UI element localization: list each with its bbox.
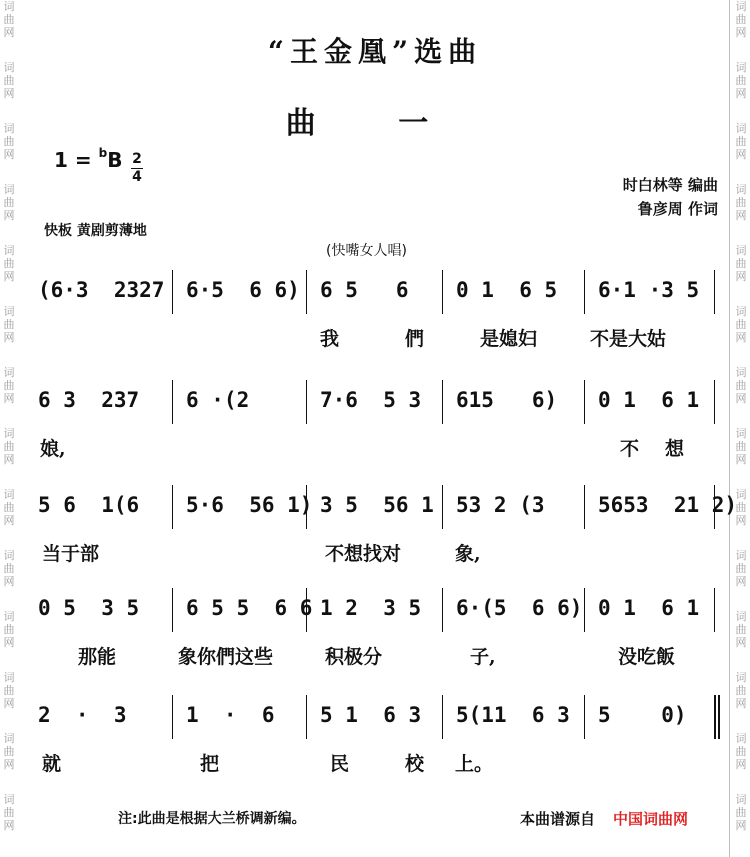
watermark-text: 词曲网 xyxy=(735,305,747,344)
barline xyxy=(714,380,715,424)
barline xyxy=(714,695,716,739)
score-row xyxy=(0,695,750,805)
measure-notes: 6 3 237 xyxy=(38,388,140,412)
measure-notes: 6·1 ·3 5 xyxy=(598,278,700,302)
footnote: 注:此曲是根据大兰桥调新编。 xyxy=(118,811,306,827)
watermark-text: 词曲网 xyxy=(3,427,15,466)
lyric-text: 不想找对 xyxy=(325,543,402,565)
measure-notes: (6·3 2327 xyxy=(38,278,165,302)
measure-notes: 615 6) xyxy=(456,388,558,412)
notes-line xyxy=(0,485,750,529)
watermark-text: 词曲网 xyxy=(3,488,15,527)
watermark-text: 词曲网 xyxy=(3,61,15,100)
barline xyxy=(172,380,173,424)
measure-notes: 5 6 1(6 xyxy=(38,493,140,517)
barline xyxy=(714,270,715,314)
final-barline xyxy=(718,695,720,739)
watermark-text: 词曲网 xyxy=(3,244,15,283)
measure-notes: 0 1 6 1 xyxy=(598,596,700,620)
measure-notes: 5 1 6 3 xyxy=(320,703,422,727)
measure-notes: 2 · 3 xyxy=(38,703,127,727)
watermark-text: 词曲网 xyxy=(735,183,747,222)
measure-notes: 5 0) xyxy=(598,703,687,727)
watermark-text: 词曲网 xyxy=(735,244,747,283)
watermark-text: 词曲网 xyxy=(3,671,15,710)
watermark-text: 词曲网 xyxy=(3,732,15,771)
score-row xyxy=(0,485,750,595)
page-title: “王金凰”选曲 xyxy=(267,35,483,68)
notes-line xyxy=(0,270,750,314)
measure-notes: 53 2 (3 xyxy=(456,493,545,517)
lyric-text: 校 xyxy=(405,753,425,775)
source-site: 中国词曲网 xyxy=(613,810,689,828)
time-denominator: 4 xyxy=(132,169,142,185)
tempo-marking: 快板 黄剧剪薄地 xyxy=(44,223,147,239)
arranger-credit: 时白林等 编曲 xyxy=(622,176,718,194)
measure-notes: 0 5 3 5 xyxy=(38,596,140,620)
score-row xyxy=(0,380,750,490)
measure-notes: 6 ·(2 xyxy=(186,388,250,412)
barline xyxy=(172,695,173,739)
watermark-text: 词曲网 xyxy=(3,366,15,405)
barline xyxy=(172,485,173,529)
watermark-text: 词曲网 xyxy=(735,488,747,527)
lyric-text: 就 xyxy=(42,753,62,775)
measure-notes: 7·6 5 3 xyxy=(320,388,422,412)
barline xyxy=(442,695,443,739)
lyricist-credit: 鲁彦周 作词 xyxy=(637,200,718,218)
lyric-text: 娘, xyxy=(40,438,66,460)
barline xyxy=(306,380,307,424)
watermark-text: 词曲网 xyxy=(3,610,15,649)
watermark-text: 词曲网 xyxy=(3,549,15,588)
lyric-text: 民 xyxy=(330,753,350,775)
barline xyxy=(584,695,585,739)
barline xyxy=(584,380,585,424)
measure-notes: 6 5 5 6 6 xyxy=(186,596,313,620)
score-row xyxy=(0,588,750,698)
lyric-text: 想 xyxy=(665,438,685,460)
barline xyxy=(442,270,443,314)
watermark-text: 词曲网 xyxy=(735,427,747,466)
lyric-text: 子, xyxy=(470,646,496,668)
measure-notes: 5(11 6 3 xyxy=(456,703,570,727)
key-signature xyxy=(54,148,122,172)
source-label: 本曲谱源自 xyxy=(520,810,596,828)
watermark-text: 词曲网 xyxy=(3,183,15,222)
measure-notes: 6·(5 6 6) xyxy=(456,596,583,620)
watermark-text: 词曲网 xyxy=(3,0,15,39)
measure-notes: 1 · 6 xyxy=(186,703,275,727)
barline xyxy=(172,270,173,314)
measure-notes: 6 5 6 xyxy=(320,278,409,302)
measure-notes: 0 1 6 5 xyxy=(456,278,558,302)
barline xyxy=(584,485,585,529)
watermark-text: 词曲网 xyxy=(735,61,747,100)
flat-sign: b xyxy=(98,146,108,160)
barline xyxy=(442,380,443,424)
watermark-text: 词曲网 xyxy=(735,549,747,588)
time-signature xyxy=(131,152,143,185)
lyric-text: 没吃飯 xyxy=(618,646,676,668)
watermark-text: 词曲网 xyxy=(735,366,747,405)
measure-notes: 5653 21 2) xyxy=(598,493,738,517)
lyric-text: 我 xyxy=(320,328,340,350)
notes-line xyxy=(0,380,750,424)
watermark-text: 词曲网 xyxy=(735,610,747,649)
lyric-text: 是媳妇 xyxy=(480,328,538,350)
key-prefix: 1 = xyxy=(54,148,99,172)
lyric-text: 們 xyxy=(405,328,425,350)
measure-notes: 1 2 3 5 xyxy=(320,596,422,620)
watermark-text: 词曲网 xyxy=(735,671,747,710)
watermark-text: 词曲网 xyxy=(3,122,15,161)
measure-notes: 6·5 6 6) xyxy=(186,278,300,302)
watermark-text: 词曲网 xyxy=(735,793,747,832)
lyric-text: 当于部 xyxy=(42,543,100,565)
barline xyxy=(714,588,715,632)
key-note: B xyxy=(107,148,123,172)
lyric-text: 把 xyxy=(200,753,220,775)
lyric-text: 那能 xyxy=(78,646,117,668)
notes-line xyxy=(0,695,750,739)
measure-notes: 5·6 56 1) xyxy=(186,493,313,517)
watermark-text: 词曲网 xyxy=(3,305,15,344)
barline xyxy=(442,588,443,632)
measure-notes: 3 5 56 1 xyxy=(320,493,434,517)
singer-note: (快嘴女人唱) xyxy=(326,243,407,259)
lyric-text: 不 xyxy=(620,438,640,460)
source-credit xyxy=(520,808,688,829)
barline xyxy=(172,588,173,632)
piece-subtitle: 曲 一 xyxy=(285,106,465,141)
lyric-text: 不是大姑 xyxy=(590,328,667,350)
lyric-text: 上。 xyxy=(455,753,494,775)
notes-line xyxy=(0,588,750,632)
lyric-text: 象你們这些 xyxy=(178,646,274,668)
barline xyxy=(584,588,585,632)
measure-notes: 0 1 6 1 xyxy=(598,388,700,412)
score-row xyxy=(0,270,750,380)
time-numerator: 2 xyxy=(132,151,142,167)
lyric-text: 象, xyxy=(455,543,481,565)
watermark-text: 词曲网 xyxy=(735,732,747,771)
lyric-text: 积极分 xyxy=(325,646,383,668)
watermark-text: 词曲网 xyxy=(735,122,747,161)
barline xyxy=(306,695,307,739)
watermark-text: 词曲网 xyxy=(3,793,15,832)
watermark-text: 词曲网 xyxy=(735,0,747,39)
barline xyxy=(306,270,307,314)
barline xyxy=(584,270,585,314)
barline xyxy=(442,485,443,529)
